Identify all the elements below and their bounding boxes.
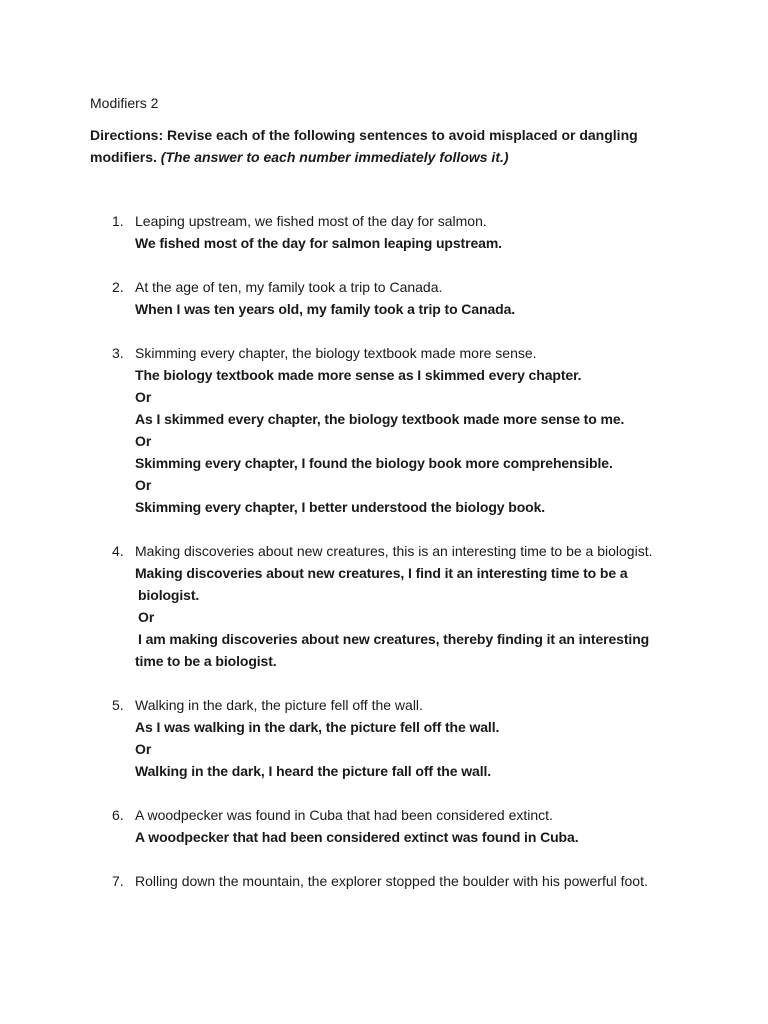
or-separator: Or: [135, 433, 152, 449]
item-prompt: Rolling down the mountain, the explorer stopped the boulder with his powerful foot.: [135, 873, 648, 889]
item-number: 6.: [112, 807, 124, 823]
item-answer: We fished most of the day for salmon leaping upstream.: [135, 235, 502, 251]
document-title: Modifiers 2: [90, 95, 159, 111]
item-answer-continued: time to be a biologist.: [135, 653, 277, 669]
list-item: [90, 804, 690, 848]
list-item: [90, 694, 690, 782]
item-number: 4.: [112, 543, 124, 559]
directions-note: (The answer to each number immediately follows it.): [160, 149, 509, 165]
item-answer: As I skimmed every chapter, the biology textbook made more sense to me.: [135, 411, 625, 427]
list-item: [90, 276, 690, 320]
item-answer: As I was walking in the dark, the picture fell off the wall.: [135, 719, 500, 735]
list-item: [90, 540, 690, 672]
or-separator: Or: [138, 609, 155, 625]
item-prompt: Walking in the dark, the picture fell off the wall.: [135, 697, 423, 713]
item-number: 2.: [112, 279, 124, 295]
item-number: 5.: [112, 697, 124, 713]
item-answer: Skimming every chapter, I better understood the biology book.: [135, 499, 546, 515]
list-item: [90, 210, 690, 254]
item-number: 3.: [112, 345, 124, 361]
item-number: 7.: [112, 873, 124, 889]
or-separator: Or: [135, 741, 152, 757]
item-answer: I am making discoveries about new creatures, thereby finding it an interesting: [138, 631, 650, 647]
item-answer-continued: biologist.: [138, 587, 200, 603]
item-answer: When I was ten years old, my family took a trip to Canada.: [135, 301, 516, 317]
item-prompt: At the age of ten, my family took a trip to Canada.: [135, 279, 443, 295]
item-prompt: Making discoveries about new creatures, this is an interesting time to be a biologist.: [135, 543, 653, 559]
or-separator: Or: [135, 477, 152, 493]
directions-text: Directions: Revise each of the following sentences to avoid misplaced or dangling modifiers.: [90, 127, 638, 165]
item-number: 1.: [112, 213, 124, 229]
item-prompt: A woodpecker was found in Cuba that had been considered extinct.: [135, 807, 553, 823]
directions: [90, 124, 670, 168]
or-separator: Or: [135, 389, 152, 405]
item-answer: Skimming every chapter, I found the biology book more comprehensible.: [135, 455, 613, 471]
exercise-list: [90, 210, 690, 892]
list-item: [90, 342, 690, 518]
item-prompt: Leaping upstream, we fished most of the day for salmon.: [135, 213, 487, 229]
item-answer: A woodpecker that had been considered extinct was found in Cuba.: [135, 829, 579, 845]
list-item: [90, 870, 690, 892]
item-prompt: Skimming every chapter, the biology textbook made more sense.: [135, 345, 537, 361]
item-answer: The biology textbook made more sense as I skimmed every chapter.: [135, 367, 582, 383]
item-answer: Making discoveries about new creatures, I find it an interesting time to be a: [135, 565, 628, 581]
item-answer: Walking in the dark, I heard the picture fall off the wall.: [135, 763, 492, 779]
